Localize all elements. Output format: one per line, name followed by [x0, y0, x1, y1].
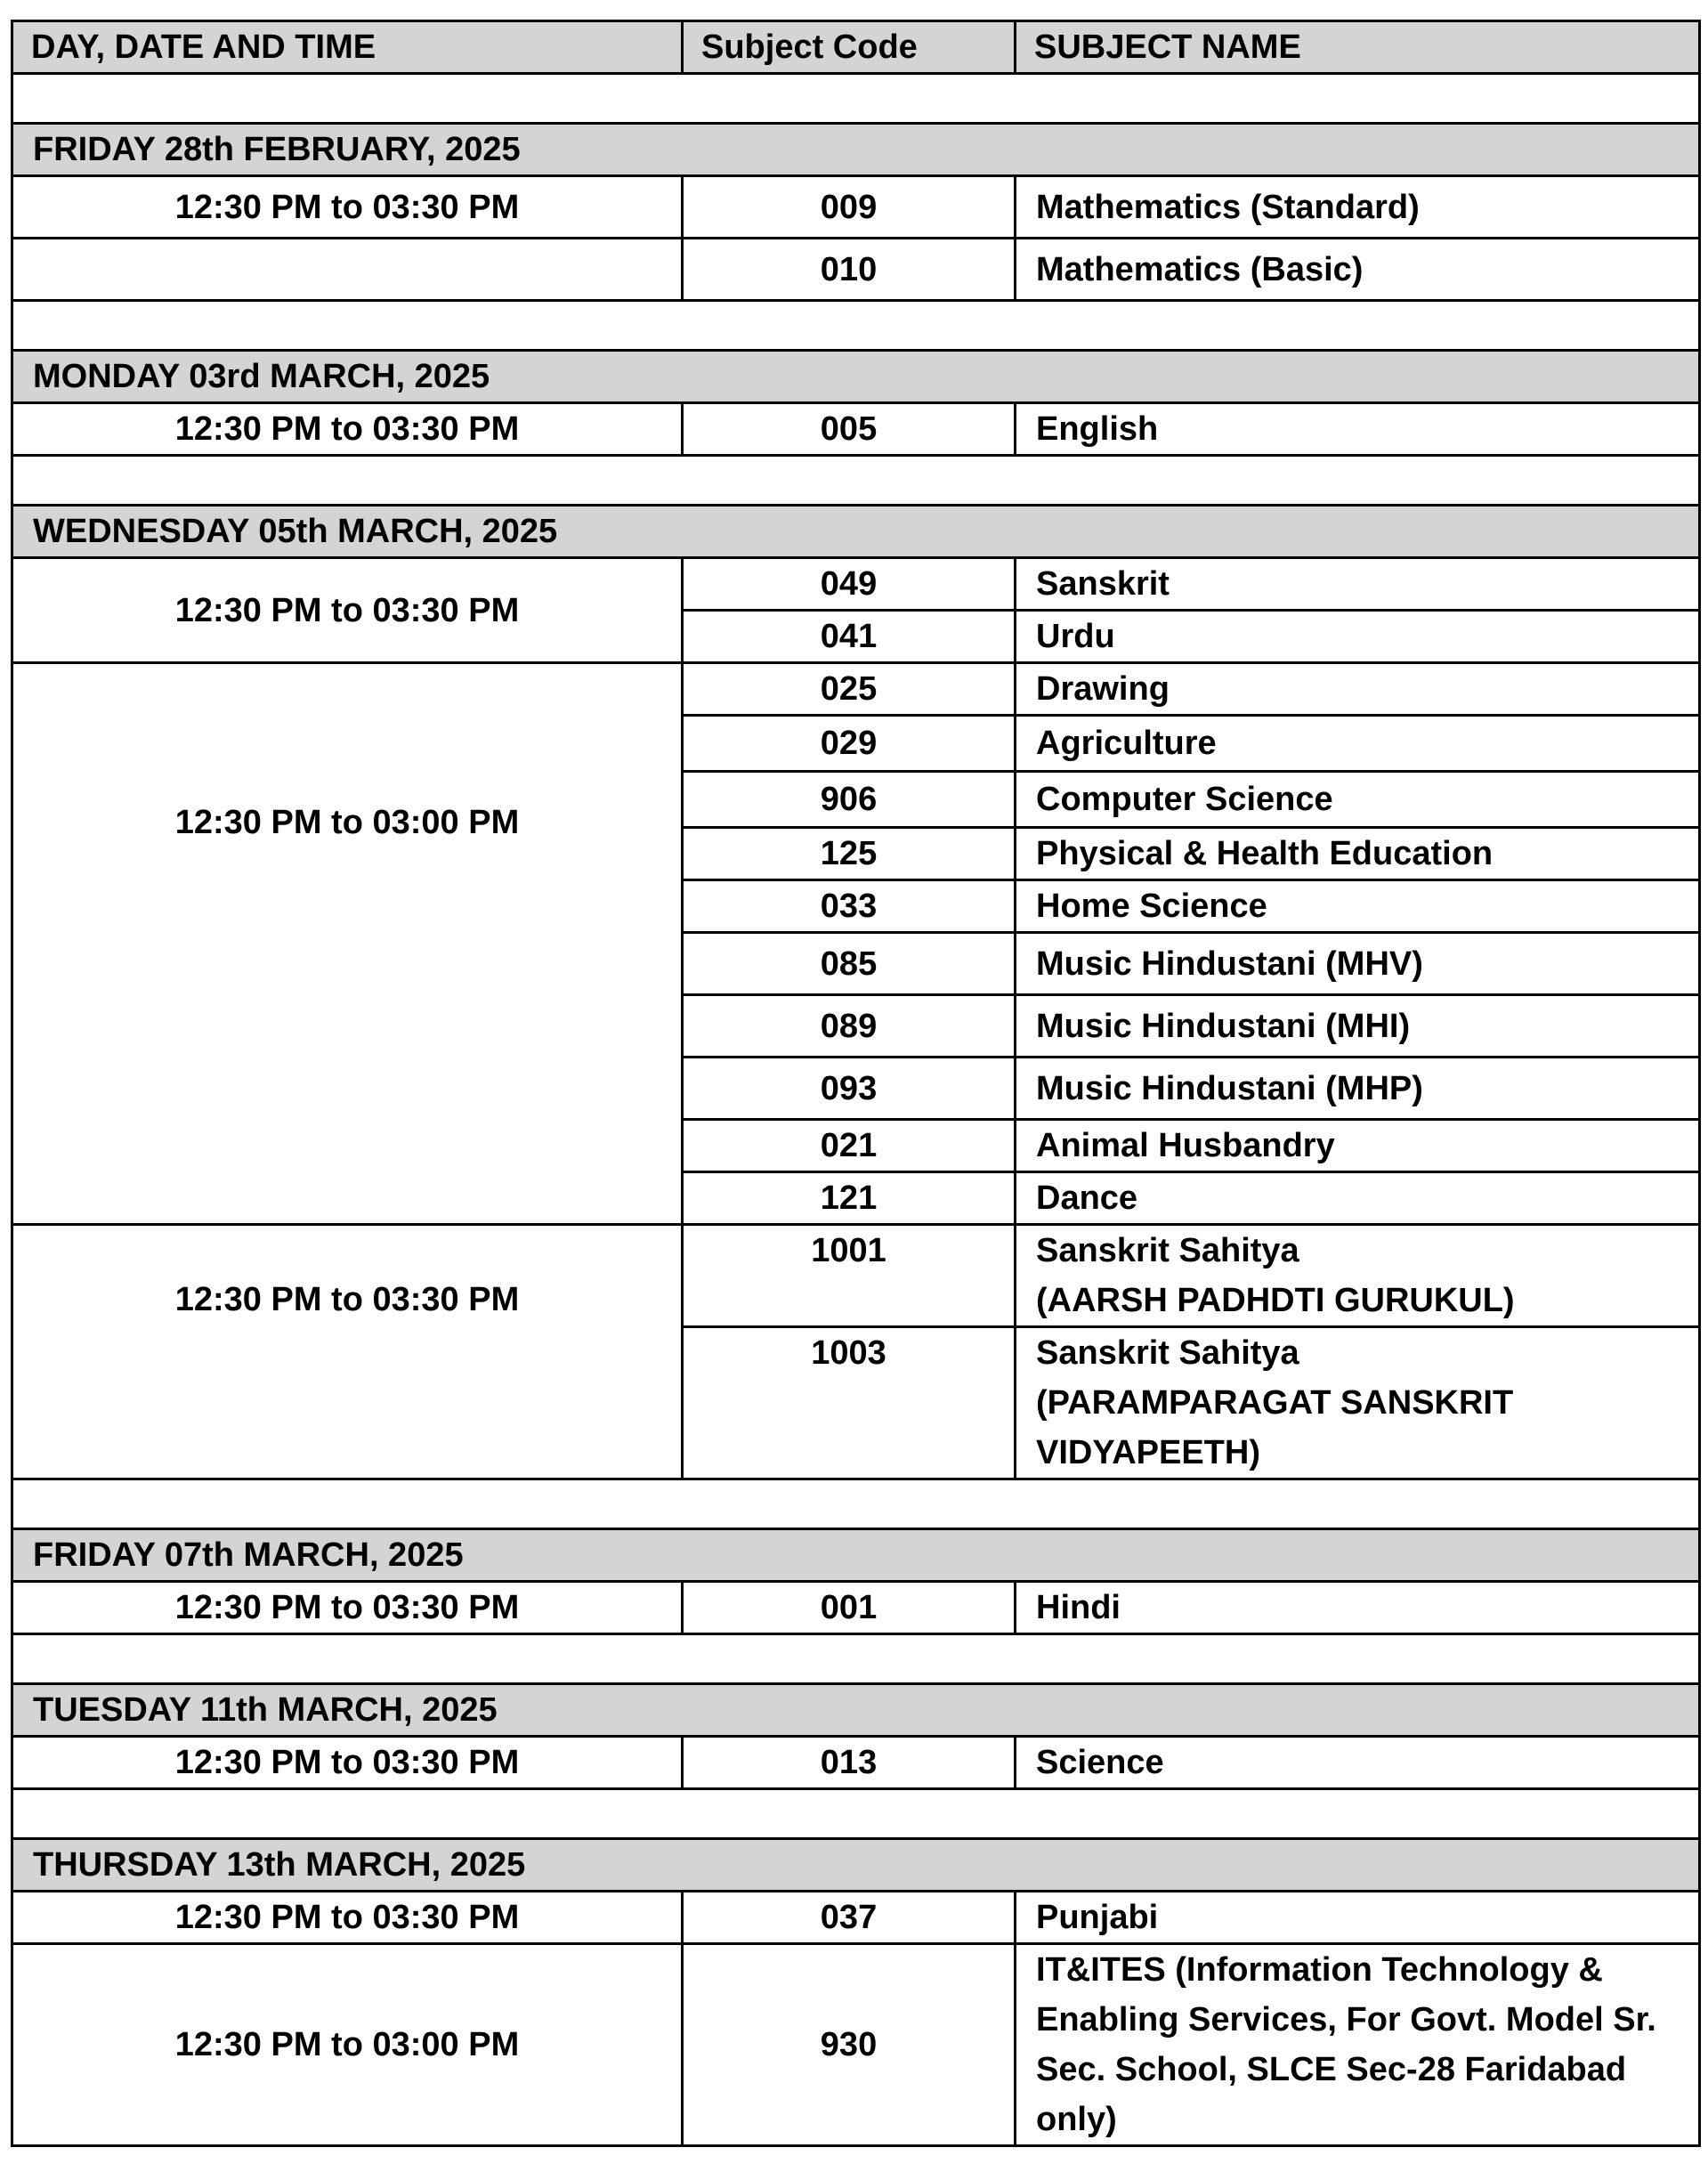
table-row: [12, 239, 1700, 301]
subject-name: Dance: [1016, 1172, 1700, 1225]
table-row: [12, 1944, 1700, 2146]
table-row: [12, 403, 1700, 456]
table-row: [12, 176, 1700, 239]
subject-code: 013: [683, 1737, 1016, 1789]
spacer-row: [12, 74, 1700, 124]
subject-name: [1016, 1944, 1700, 2146]
subject-name-line: VIDYAPEETH): [1036, 1434, 1260, 1471]
subject-name: [1016, 1327, 1700, 1479]
subject-name: Music Hindustani (MHI): [1016, 995, 1700, 1058]
subject-name: Hindi: [1016, 1582, 1700, 1634]
spacer-row: [12, 1634, 1700, 1684]
exam-time: 12:30 PM to 03:30 PM: [12, 1737, 683, 1789]
spacer-row: [12, 1789, 1700, 1839]
subject-code: 906: [683, 772, 1016, 828]
exam-time: 12:30 PM to 03:30 PM: [12, 1892, 683, 1944]
subject-code: 001: [683, 1582, 1016, 1634]
day-row: [12, 1839, 1700, 1892]
exam-time: 12:30 PM to 03:00 PM: [12, 1944, 683, 2146]
day-row: [12, 1684, 1700, 1737]
spacer-row: [12, 456, 1700, 506]
table-row: [12, 558, 1700, 611]
subject-name: Animal Husbandry: [1016, 1120, 1700, 1172]
subject-name: Science: [1016, 1737, 1700, 1789]
exam-time: 12:30 PM to 03:30 PM: [12, 1582, 683, 1634]
subject-code: 029: [683, 716, 1016, 772]
day-row: [12, 124, 1700, 176]
table-row: [12, 1892, 1700, 1944]
exam-time: 12:30 PM to 03:00 PM: [12, 663, 683, 1225]
subject-name-line: Sanskrit Sahitya: [1036, 1334, 1299, 1372]
subject-name: Music Hindustani (MHP): [1016, 1058, 1700, 1120]
subject-code: 1001: [683, 1225, 1016, 1327]
day-row: [12, 351, 1700, 403]
subject-code: 093: [683, 1058, 1016, 1120]
subject-name: Home Science: [1016, 880, 1700, 933]
subject-code: 121: [683, 1172, 1016, 1225]
subject-code: 085: [683, 933, 1016, 995]
subject-name: Punjabi: [1016, 1892, 1700, 1944]
day-row: [12, 1529, 1700, 1582]
subject-name-line: Enabling Services, For Govt. Model Sr.: [1036, 2001, 1656, 2038]
subject-code: 033: [683, 880, 1016, 933]
subject-name-line: Sanskrit Sahitya: [1036, 1232, 1299, 1269]
subject-code: 1003: [683, 1327, 1016, 1479]
subject-name: Mathematics (Standard): [1016, 176, 1700, 239]
exam-time: 12:30 PM to 03:30 PM: [12, 403, 683, 456]
header-day-date-time: DAY, DATE AND TIME: [12, 21, 683, 74]
exam-time-empty: [12, 239, 683, 301]
subject-name-line: IT&ITES (Information Technology &: [1036, 1951, 1603, 1989]
spacer-row: [12, 301, 1700, 351]
table-row: [12, 1225, 1700, 1327]
subject-code: 125: [683, 828, 1016, 880]
subject-name: Music Hindustani (MHV): [1016, 933, 1700, 995]
subject-name: Agriculture: [1016, 716, 1700, 772]
day-heading: THURSDAY 13th MARCH, 2025: [12, 1839, 1700, 1892]
table-row: [12, 663, 1700, 716]
table-row: [12, 1582, 1700, 1634]
exam-time: 12:30 PM to 03:30 PM: [12, 558, 683, 663]
header-subject-code: Subject Code: [683, 21, 1016, 74]
subject-code: 010: [683, 239, 1016, 301]
subject-name: English: [1016, 403, 1700, 456]
table-header-row: [12, 21, 1700, 74]
subject-name: Mathematics (Basic): [1016, 239, 1700, 301]
header-subject-name: SUBJECT NAME: [1016, 21, 1700, 74]
subject-name-line: (PARAMPARAGAT SANSKRIT: [1036, 1384, 1514, 1422]
exam-time: 12:30 PM to 03:30 PM: [12, 176, 683, 239]
subject-code: 025: [683, 663, 1016, 716]
subject-name-line: Sec. School, SLCE Sec-28 Faridabad: [1036, 2051, 1627, 2088]
day-heading: WEDNESDAY 05th MARCH, 2025: [12, 506, 1700, 558]
subject-name: Computer Science: [1016, 772, 1700, 828]
subject-name: Physical & Health Education: [1016, 828, 1700, 880]
exam-time: 12:30 PM to 03:30 PM: [12, 1225, 683, 1479]
day-heading: TUESDAY 11th MARCH, 2025: [12, 1684, 1700, 1737]
day-heading: MONDAY 03rd MARCH, 2025: [12, 351, 1700, 403]
day-row: [12, 506, 1700, 558]
subject-code: 089: [683, 995, 1016, 1058]
subject-name-line: (AARSH PADHDTI GURUKUL): [1036, 1282, 1515, 1319]
subject-code: 049: [683, 558, 1016, 611]
spacer-row: [12, 1479, 1700, 1529]
table-row: [12, 1737, 1700, 1789]
subject-code: 021: [683, 1120, 1016, 1172]
subject-code: 037: [683, 1892, 1016, 1944]
subject-name: Drawing: [1016, 663, 1700, 716]
subject-name: Sanskrit: [1016, 558, 1700, 611]
subject-code: 005: [683, 403, 1016, 456]
subject-name-line: only): [1036, 2101, 1117, 2138]
subject-name: [1016, 1225, 1700, 1327]
subject-code: 930: [683, 1944, 1016, 2146]
subject-code: 009: [683, 176, 1016, 239]
subject-code: 041: [683, 611, 1016, 663]
day-heading: FRIDAY 28th FEBRUARY, 2025: [12, 124, 1700, 176]
day-heading: FRIDAY 07th MARCH, 2025: [12, 1529, 1700, 1582]
subject-name: Urdu: [1016, 611, 1700, 663]
date-sheet-table: [11, 20, 1701, 2147]
